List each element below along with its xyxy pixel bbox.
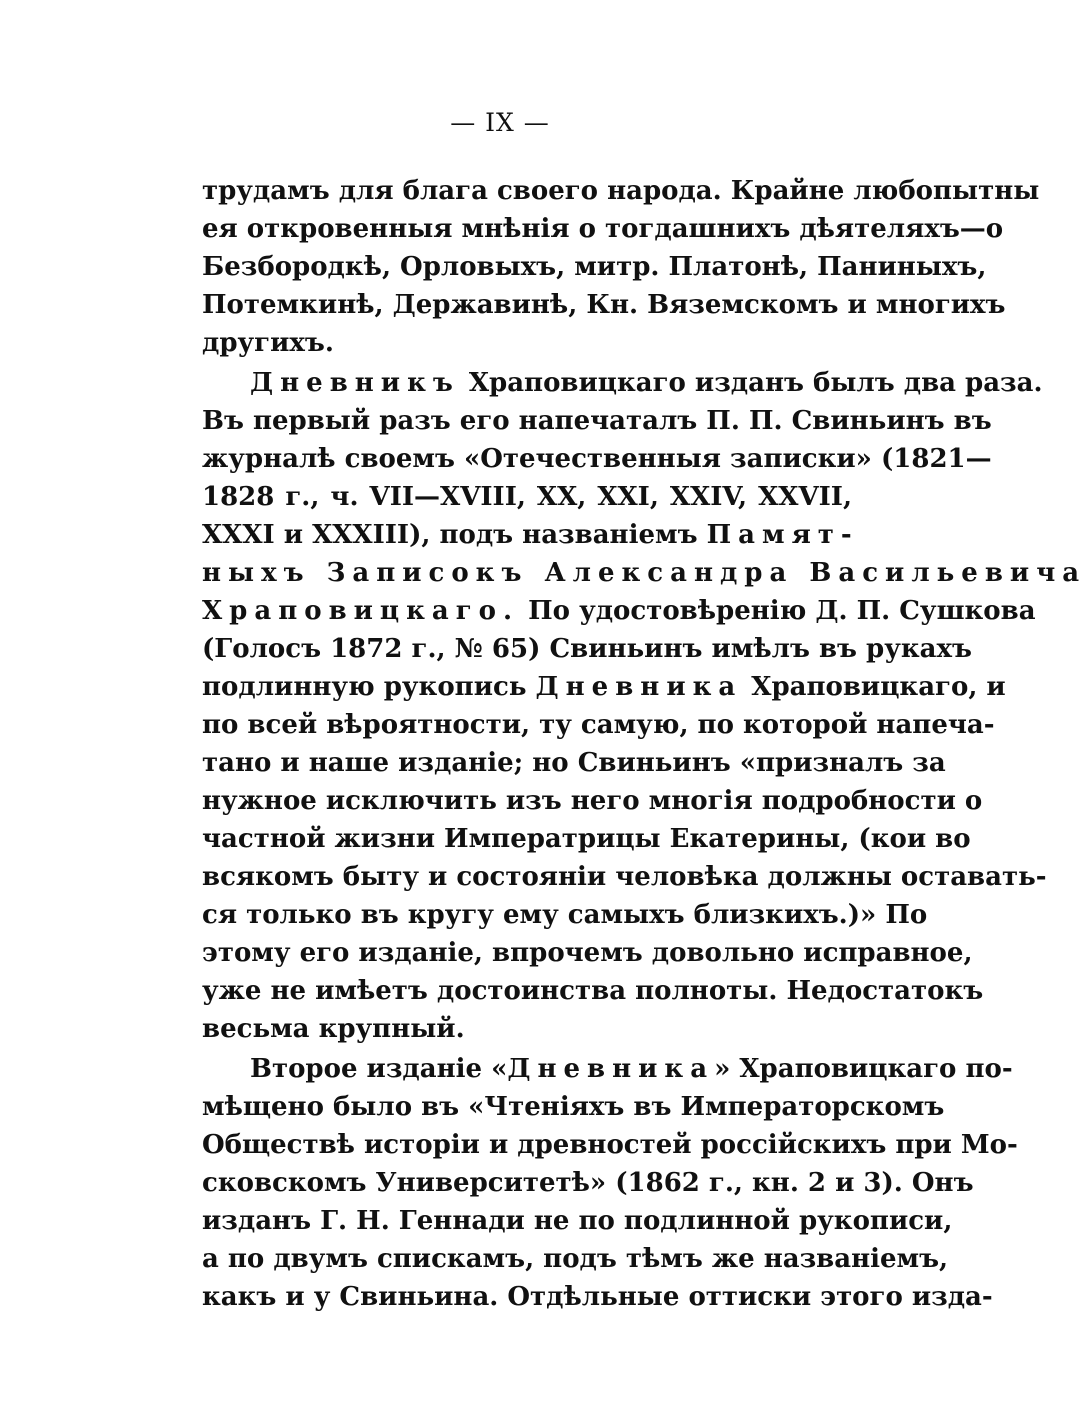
text-run: журналѣ своемъ «Отечественныя записки» (1821— (202, 444, 992, 474)
text-run: уже не имѣетъ достоинства полноты. Недостатокъ (202, 976, 984, 1006)
text-run: (Голосъ 1872 г., № 65) Свиньинъ имѣлъ въ рукахъ (202, 634, 972, 664)
text-run: Потемкинѣ, Державинѣ, Кн. Вяземскомъ и многихъ (202, 290, 1006, 320)
text-run: а по двумъ спискамъ, подъ тѣмъ же названіемъ, (202, 1244, 949, 1274)
text-line-5 (202, 324, 852, 362)
text-line-27 (202, 1164, 974, 1202)
spaced-title: Дневника (507, 1054, 715, 1084)
text-line-10 (202, 516, 859, 554)
spaced-title: Памят- (706, 520, 859, 550)
text-run: тано и наше изданіе; но Свиньинъ «призналъ за (202, 748, 946, 778)
text-line-29 (202, 1240, 949, 1278)
text-line-7 (202, 402, 992, 440)
spaced-title: Дневникъ (250, 368, 460, 398)
text-run: сковскомъ Университетѣ» (1862 г., кн. 2 и 3). Онъ (202, 1168, 974, 1198)
text-run: Второе изданіе « (250, 1054, 508, 1084)
text-run: По удостовѣренію Д. П. Сушкова (519, 596, 1036, 626)
text-line-18 (202, 820, 971, 858)
text-line-22 (202, 972, 984, 1010)
page-number: — IX — (450, 108, 550, 137)
text-line-28 (202, 1202, 953, 1240)
text-line-30 (202, 1278, 993, 1316)
text-line-3 (202, 248, 987, 286)
text-line-11 (202, 554, 1086, 592)
text-line-13 (202, 630, 972, 668)
text-run: Храповицкаго, и (742, 672, 1006, 702)
text-line-20 (202, 896, 928, 934)
text-line-14 (202, 668, 1006, 706)
text-run: частной жизни Императрицы Екатерины, (кои во (202, 824, 971, 854)
text-run: Обществѣ исторіи и древностей россійскихъ при Мо- (202, 1130, 1018, 1160)
text-run: » Храповицкаго по- (714, 1054, 1013, 1084)
text-run: трудамъ для блага своего народа. Крайне любопытны (202, 176, 1040, 206)
text-run: весьма крупный. (202, 1014, 465, 1044)
text-run: этому его изданіе, впрочемъ довольно исправное, (202, 938, 973, 968)
text-run: XXXI и XXXIII), подъ названіемъ (202, 520, 707, 550)
text-run: всякомъ быту и состояніи человѣка должны оставать- (202, 862, 1047, 892)
text-line-15 (202, 706, 995, 744)
text-line-9 (202, 478, 852, 516)
text-run: 1828 г., ч. VII—XVIII, XX, XXI, XXIV, XXVII, (202, 482, 852, 512)
text-run: другихъ. (202, 328, 334, 358)
text-run: Безбородкѣ, Орловыхъ, митр. Платонѣ, Паниныхъ, (202, 252, 987, 282)
spaced-title: Дневника (535, 672, 743, 702)
text-line-2 (202, 210, 1004, 248)
text-run: нужное исключить изъ него многія подробности о (202, 786, 983, 816)
text-line-4 (202, 286, 1006, 324)
text-line-17 (202, 782, 983, 820)
text-run: какъ и у Свиньина. Отдѣльные оттиски этого изда- (202, 1282, 993, 1312)
text-line-8 (202, 440, 992, 478)
spaced-title: ныхъ Записокъ Александра Васильевича (202, 558, 1086, 588)
text-run: ея откровенныя мнѣнія о тогдашнихъ дѣятеляхъ—о (202, 214, 1004, 244)
text-line-24 (202, 1050, 1013, 1088)
text-line-6 (202, 364, 1043, 402)
body-text (202, 172, 1086, 1316)
text-run: Въ первый разъ его напечаталъ П. П. Свиньинъ въ (202, 406, 992, 436)
text-line-26 (202, 1126, 1018, 1164)
text-run: мѣщено было въ «Чтеніяхъ въ Императорскомъ (202, 1092, 945, 1122)
text-line-19 (202, 858, 1047, 896)
text-line-23 (202, 1010, 852, 1048)
text-line-25 (202, 1088, 945, 1126)
text-line-16 (202, 744, 946, 782)
text-line-1 (202, 172, 1040, 210)
text-line-12 (202, 592, 1036, 630)
text-line-21 (202, 934, 973, 972)
text-run: подлинную рукопись (202, 672, 536, 702)
text-run: ся только въ кругу ему самыхъ близкихъ.)» По (202, 900, 928, 930)
text-run: изданъ Г. Н. Геннади не по подлинной рукописи, (202, 1206, 953, 1236)
text-run: по всей вѣроятности, ту самую, по которой напеча- (202, 710, 995, 740)
text-run: Храповицкаго изданъ былъ два раза. (459, 368, 1043, 398)
spaced-title: Храповицкаго. (202, 596, 520, 626)
